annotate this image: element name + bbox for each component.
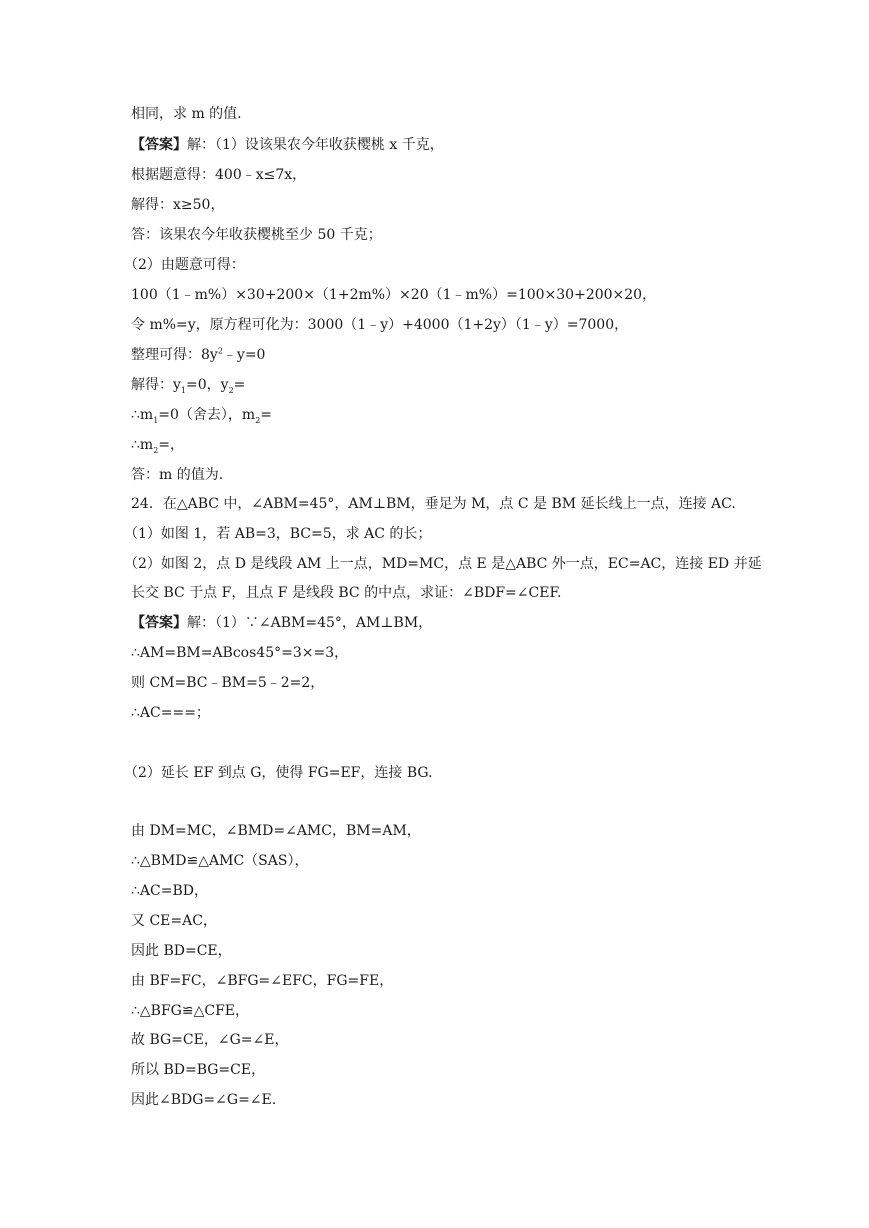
text-line: $\therefore m_1=0$（舍去），$m_2=$ [131,407,273,425]
text-line: ∴△BFG≌△CFE， [131,1003,250,1019]
text-line: 由 DM=MC，∠BMD=∠AMC，BM=AM， [131,823,421,839]
text-line: （2）由题意可得： [124,257,245,273]
text-line: 故 BG=CE，∠G=∠E， [131,1032,289,1048]
text-line: （2）延长 EF 到点 G，使得 FG=EF，连接 BG. [124,765,433,781]
text-line: 相同，求 m 的值. [131,106,242,122]
text-line: ∴AC=BD， [131,883,208,899]
text-line: 解得：$y_1=0$，$y_2=$ [131,377,246,395]
question-24: 24．在△ABC 中，∠ABM=45°，AM⊥BM，垂足为 M，点 C 是 BM 延长线上一点，连接 AC. [131,496,736,512]
text-line: 又 CE=AC， [131,913,217,929]
text-line: 则 CM=BC﹣BM=5﹣2=2， [131,675,325,691]
answer-tag: 【答案】 [131,615,187,631]
text-line: 【答案】解：（1）∵∠ABM=45°，AM⊥BM， [131,615,433,631]
text-line: 【答案】解：（1）设该果农今年收获樱桃 x 千克， [131,137,444,153]
text-line: 因此∠BDG=∠G=∠E. [131,1092,277,1108]
answer-tag: 【答案】 [131,137,187,153]
text-line: ∴AM=BM=ABcos45°=3×=3， [131,645,349,661]
text-line: （2）如图 2，点 D 是线段 AM 上一点，MD=MC，点 E 是△ABC 外一点，EC=AC，连接 ED 并延 [124,556,762,572]
text-line: 答：该果农今年收获樱桃至少 50 千克； [131,227,382,243]
text-line: （1）如图 1，若 AB=3，BC=5，求 AC 的长； [124,526,432,542]
text-line: 所以 BD=BG=CE， [131,1062,266,1078]
text-line: 答：m 的值为. [131,467,224,483]
text-line: 整理可得：$8y^2﹣y=0$ [131,346,266,363]
text-line: 100（1﹣m%）×30+200×（1+2m%）×20（1﹣m%）=100×30+200×20， [131,287,657,303]
text-line: $\therefore m_2=$， [131,437,185,455]
text-line: ∴△BMD≌△AMC（SAS）， [131,853,309,869]
text-line: ∴AC===； [131,705,210,721]
text-line: 解得：x≥50， [131,197,225,213]
text-line: 由 BF=FC，∠BFG=∠EFC，FG=FE， [131,973,394,989]
text-line: 因此 BD=CE， [131,943,232,959]
text-line: 长交 BC 于点 F，且点 F 是线段 BC 的中点，求证：∠BDF=∠CEF. [131,585,562,601]
text-line: 根据题意得：400﹣x≤7x， [131,167,307,183]
text-line: 令 m%=y，原方程可化为：3000（1﹣y）+4000（1+2y）（1﹣y）=7000， [131,317,629,333]
